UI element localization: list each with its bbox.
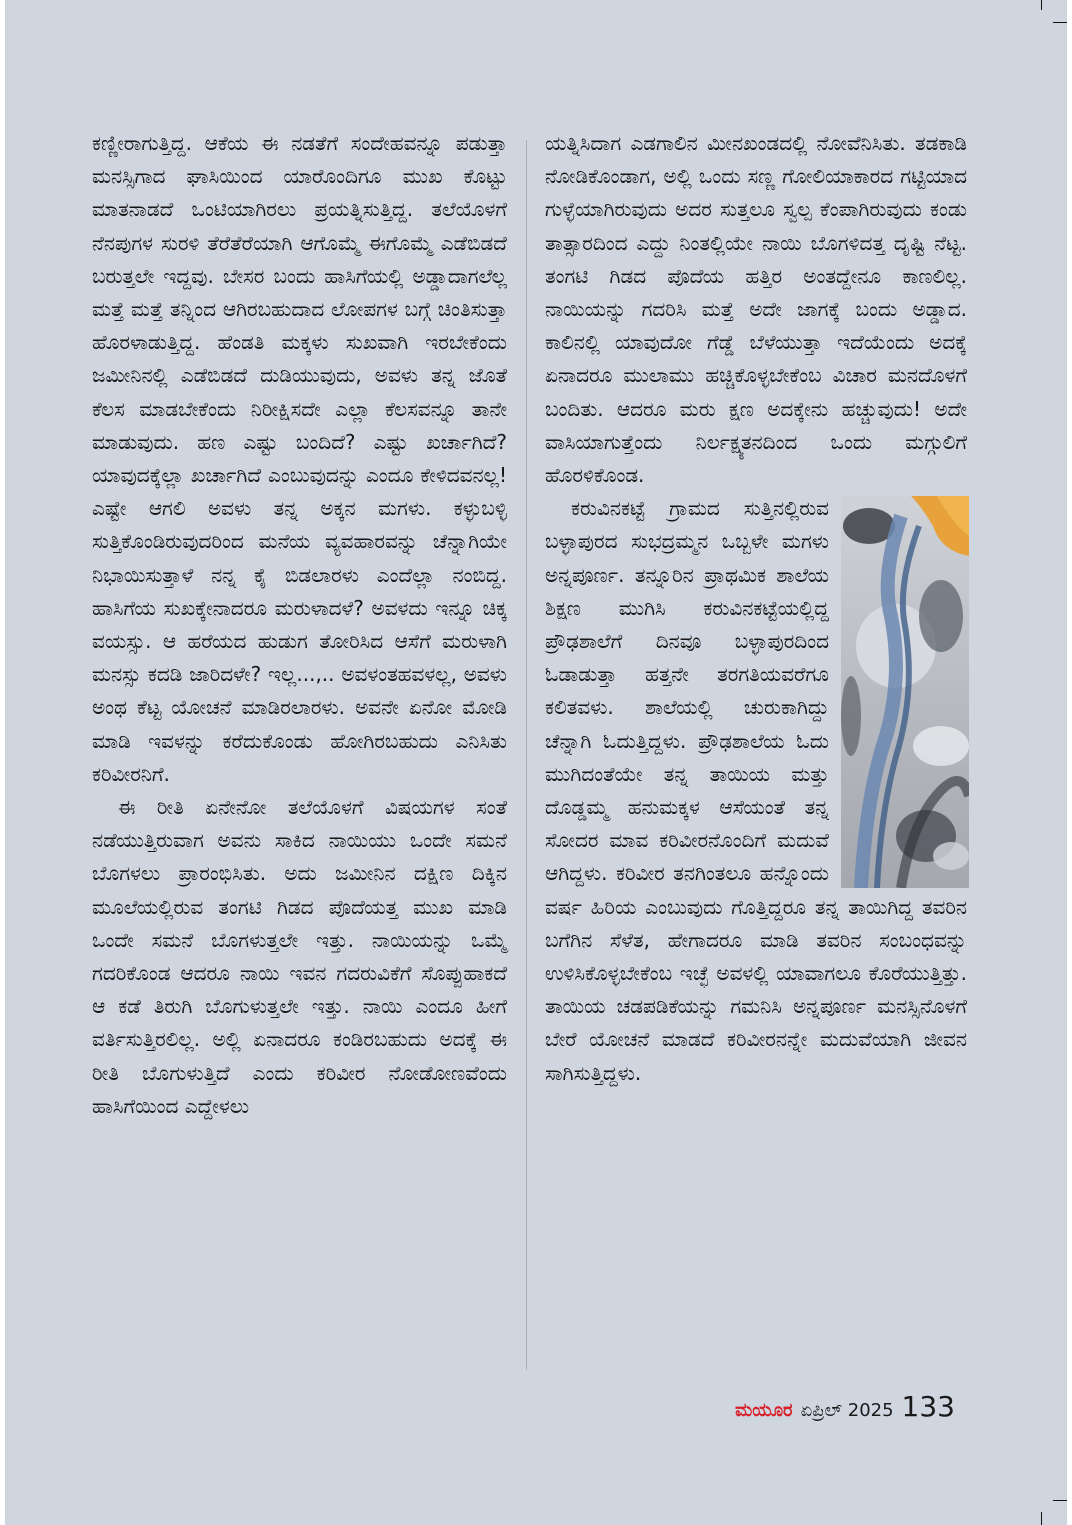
- magazine-brand-logo: ಮಯೂರ: [735, 1400, 793, 1421]
- article-column-left: [92, 127, 507, 1123]
- page-number: 133: [901, 1390, 955, 1423]
- crop-mark-right-bottom: [1053, 1500, 1067, 1501]
- column-divider: [526, 140, 527, 1370]
- paragraph: ಈ ರೀತಿ ಏನೇನೋ ತಲೆಯೊಳಗೆ ವಿಷಯಗಳ ಸಂತೆ ನಡೆಯುತ್ತಿರುವಾಗ ಅವನು ಸಾಕಿದ ನಾಯಿಯು ಒಂದೇ ಸಮನೆ ಬೊಗಳಲು ಪ್ರಾರಂಭಿಸಿತು. ಅದು ಜಮೀನಿನ ದಕ್ಷಿಣ ದಿಕ್ಕಿನ ಮೂಲೆಯಲ್ಲಿರುವ ತಂಗಟಿ ಗಿಡದ ಪೊದೆಯತ್ತ ಮುಖ ಮಾಡಿ ಒಂದೇ ಸಮನೆ ಬೊಗಳುತ್ತಲೇ ಇತ್ತು. ನಾಯಿಯನ್ನು ಒಮ್ಮೆ ಗದರಿಕೊಂಡ ಆದರೂ ನಾಯಿ ಇವನ ಗದರುವಿಕೆಗೆ ಸೊಪ್ಪುಹಾಕದೆ ಆ ಕಡೆ ತಿರುಗಿ ಬೊಗುಳುತ್ತಲೇ ಇತ್ತು. ನಾಯಿ ಎಂದೂ ಹೀಗೆ ವರ್ತಿಸುತ್ತಿರಲಿಲ್ಲ. ಅಲ್ಲಿ ಏನಾದರೂ ಕಂಡಿರಬಹುದು ಅದಕ್ಕೆ ಈ ರೀತಿ ಬೊಗುಳುತ್ತಿದೆ ಎಂದು ಕರಿವೀರ ನೋಡೋಣವೆಂದು ಹಾಸಿಗೆಯಿಂದ ಎದ್ದೇಳಲು: [92, 795, 507, 1118]
- crop-mark-top: [1041, 0, 1042, 10]
- crop-mark-right: [1053, 22, 1067, 23]
- page-footer: [735, 1390, 955, 1423]
- issue-month-year: ಏಪ್ರಿಲ್ 2025: [800, 1400, 894, 1421]
- crop-mark-bottom: [1041, 1512, 1042, 1525]
- article-column-right: [545, 127, 967, 1090]
- paragraph: ಕರುವಿನಕಟ್ಟೆ ಗ್ರಾಮದ ಸುತ್ತಿನಲ್ಲಿರುವ ಬಳ್ಳಾಪುರದ ಸುಭದ್ರಮ್ಮನ ಒಬ್ಬಳೇ ಮಗಳು ಅನ್ನಪೂರ್ಣ. ತನ್ನೂರಿನ ಪ್ರಾಥಮಿಕ ಶಾಲೆಯ ಶಿಕ್ಷಣ ಮುಗಿಸಿ ಕರುವಿನಕಟ್ಟೆಯಲ್ಲಿದ್ದ ಪ್ರೌಢಶಾಲೆಗೆ ದಿನವೂ ಬಳ್ಳಾಪುರದಿಂದ ಓಡಾಡುತ್ತಾ ಹತ್ತನೇ ತರಗತಿಯವರೆಗೂ ಕಲಿತವಳು. ಶಾಲೆಯಲ್ಲಿ ಚುರುಕಾಗಿದ್ದು ಚೆನ್ನಾಗಿ ಓದುತ್ತಿದ್ದಳು. ಪ್ರೌಢಶಾಲೆಯ ಓದು ಮುಗಿದಂತೆಯೇ ತನ್ನ ತಾಯಿಯ ಮತ್ತು ದೊಡ್ಡಮ್ಮ ಹನುಮಕ್ಕಳ ಆಸೆಯಂತೆ ತನ್ನ ಸೋದರ ಮಾವ ಕರಿವೀರನೊಂದಿಗೆ ಮದುವೆ ಆಗಿದ್ದಳು. ಕರಿವೀರ ತನಗಿಂತಲೂ ಹನ್ನೊಂದು ವರ್ಷ ಹಿರಿಯ ಎಂಬುವುದು ಗೊತ್ತಿದ್ದರೂ ತನ್ನ ತಾಯಿಗಿದ್ದ ತವರಿನ ಬಗೆಗಿನ ಸೆಳೆತ, ಹೇಗಾದರೂ ಮಾಡಿ ತವರಿನ ಸಂಬಂಧವನ್ನು ಉಳಿಸಿಕೊಳ್ಳಬೇಕೆಂಬ ಇಚ್ಛೆ ಅವಳಲ್ಲಿ ಯಾವಾಗಲೂ ಕೊರೆಯುತ್ತಿತ್ತು. ತಾಯಿಯ ಚಡಪಡಿಕೆಯನ್ನು ಗಮನಿಸಿ ಅನ್ನಪೂರ್ಣ ಮನಸ್ಸಿನೊಳಗೆ ಬೇರೆ ಯೋಚನೆ ಮಾಡದೆ ಕರಿವೀರನನ್ನೇ ಮದುವೆಯಾಗಿ ಜೀವನ ಸಾಗಿಸುತ್ತಿದ್ದಳು.: [545, 496, 967, 1085]
- paragraph: ಕಣ್ಣೀರಾಗುತ್ತಿದ್ದ. ಆಕೆಯ ಈ ನಡತೆಗೆ ಸಂದೇಹವನ್ನೂ ಪಡುತ್ತಾ ಮನಸ್ಸಿಗಾದ ಘಾಸಿಯಿಂದ ಯಾರೊಂದಿಗೂ ಮುಖ ಕೊಟ್ಟು ಮಾತನಾಡದೆ ಒಂಟಿಯಾಗಿರಲು ಪ್ರಯತ್ನಿಸುತ್ತಿದ್ದ. ತಲೆಯೊಳಗೆ ನೆನಪುಗಳ ಸುರಳಿ ತೆರೆತೆರೆಯಾಗಿ ಆಗೊಮ್ಮೆ ಈಗೊಮ್ಮೆ ಎಡೆಬಿಡದೆ ಬರುತ್ತಲೇ ಇದ್ದವು. ಬೇಸರ ಬಂದು ಹಾಸಿಗೆಯಲ್ಲಿ ಅಡ್ಡಾದಾಗಲೆಲ್ಲ ಮತ್ತೆ ಮತ್ತೆ ತನ್ನಿಂದ ಆಗಿರಬಹುದಾದ ಲೋಪಗಳ ಬಗ್ಗೆ ಚಿಂತಿಸುತ್ತಾ ಹೊರಳಾಡುತ್ತಿದ್ದ. ಹೆಂಡತಿ ಮಕ್ಕಳು ಸುಖವಾಗಿ ಇರಬೇಕೆಂದು ಜಮೀನಿನಲ್ಲಿ ಎಡೆಬಿಡದೆ ದುಡಿಯುವುದು, ಅವಳು ತನ್ನ ಜೊತೆ ಕೆಲಸ ಮಾಡಬೇಕೆಂದು ನಿರೀಕ್ಷಿಸದೇ ಎಲ್ಲಾ ಕೆಲಸವನ್ನೂ ತಾನೇ ಮಾಡುವುದು. ಹಣ ಎಷ್ಟು ಬಂದಿದೆ? ಎಷ್ಟು ಖರ್ಚಾಗಿದೆ? ಯಾವುದಕ್ಕೆಲ್ಲಾ ಖರ್ಚಾಗಿದೆ ಎಂಬುವುದನ್ನು ಎಂದೂ ಕೇಳಿದವನಲ್ಲ! ಎಷ್ಟೇ ಆಗಲಿ ಅವಳು ತನ್ನ ಅಕ್ಕನ ಮಗಳು. ಕಳ್ಳುಬಳ್ಳಿ ಸುತ್ತಿಕೊಂಡಿರುವುದರಿಂದ ಮನೆಯ ವ್ಯವಹಾರವನ್ನು ಚೆನ್ನಾಗಿಯೇ ನಿಭಾಯಿಸುತ್ತಾಳೆ ನನ್ನ ಕೈ ಬಿಡಲಾರಳು ಎಂದೆಲ್ಲಾ ನಂಬಿದ್ದ. ಹಾಸಿಗೆಯ ಸುಖಕ್ಕೇನಾದರೂ ಮರುಳಾದಳೆ? ಅವಳದು ಇನ್ನೂ ಚಿಕ್ಕ ವಯಸ್ಸು. ಆ ಹರೆಯದ ಹುಡುಗ ತೋರಿಸಿದ ಆಸೆಗೆ ಮರುಳಾಗಿ ಮನಸ್ಸು ಕದಡಿ ಜಾರಿದಳೇ? ಇಲ್ಲ...,.. ಅವಳಂತಹವಳಲ್ಲ, ಅವಳು ಅಂಥ ಕೆಟ್ಟ ಯೋಚನೆ ಮಾಡಿರಲಾರಳು. ಅವನೇ ಏನೋ ಮೋಡಿ ಮಾಡಿ ಇವಳನ್ನು ಕರೆದುಕೊಂಡು ಹೋಗಿರಬಹುದು ಎನಿಸಿತು ಕರಿವೀರನಿಗೆ.: [92, 131, 507, 786]
- magazine-page: [5, 0, 1067, 1525]
- illustration: [841, 496, 969, 888]
- paragraph: ಯತ್ನಿಸಿದಾಗ ಎಡಗಾಲಿನ ಮೀನಖಂಡದಲ್ಲಿ ನೋವೆನಿಸಿತು. ತಡಕಾಡಿ ನೋಡಿಕೊಂಡಾಗ, ಅಲ್ಲಿ ಒಂದು ಸಣ್ಣ ಗೋಲಿಯಾಕಾರದ ಗಟ್ಟಿಯಾದ ಗುಳ್ಳೆಯಾಗಿರುವುದು ಅದರ ಸುತ್ತಲೂ ಸ್ವಲ್ಪ ಕೆಂಪಾಗಿರುವುದು ಕಂಡು ತಾತ್ಸಾರದಿಂದ ಎದ್ದು ನಿಂತಲ್ಲಿಯೇ ನಾಯಿ ಬೊಗಳಿದತ್ತ ದೃಷ್ಟಿ ನೆಟ್ಟ. ತಂಗಟಿ ಗಿಡದ ಪೊದೆಯ ಹತ್ತಿರ ಅಂತದ್ದೇನೂ ಕಾಣಲಿಲ್ಲ. ನಾಯಿಯನ್ನು ಗದರಿಸಿ ಮತ್ತೆ ಅದೇ ಜಾಗಕ್ಕೆ ಬಂದು ಅಡ್ಡಾದ. ಕಾಲಿನಲ್ಲಿ ಯಾವುದೋ ಗೆಡ್ಡೆ ಬೆಳೆಯುತ್ತಾ ಇದೆಯೆಂದು ಅದಕ್ಕೆ ಏನಾದರೂ ಮುಲಾಮು ಹಚ್ಚಿಕೊಳ್ಳಬೇಕೆಂಬ ವಿಚಾರ ಮನದೊಳಗೆ ಬಂದಿತು. ಆದರೂ ಮರು ಕ್ಷಣ ಅದಕ್ಕೇನು ಹಚ್ಚುವುದು! ಅದೇ ವಾಸಿಯಾಗುತ್ತೆಂದು ನಿರ್ಲಕ್ಷ್ಯತನದಿಂದ ಒಂದು ಮಗ್ಗುಲಿಗೆ ಹೊರಳಿಕೊಂಡ.: [545, 131, 967, 488]
